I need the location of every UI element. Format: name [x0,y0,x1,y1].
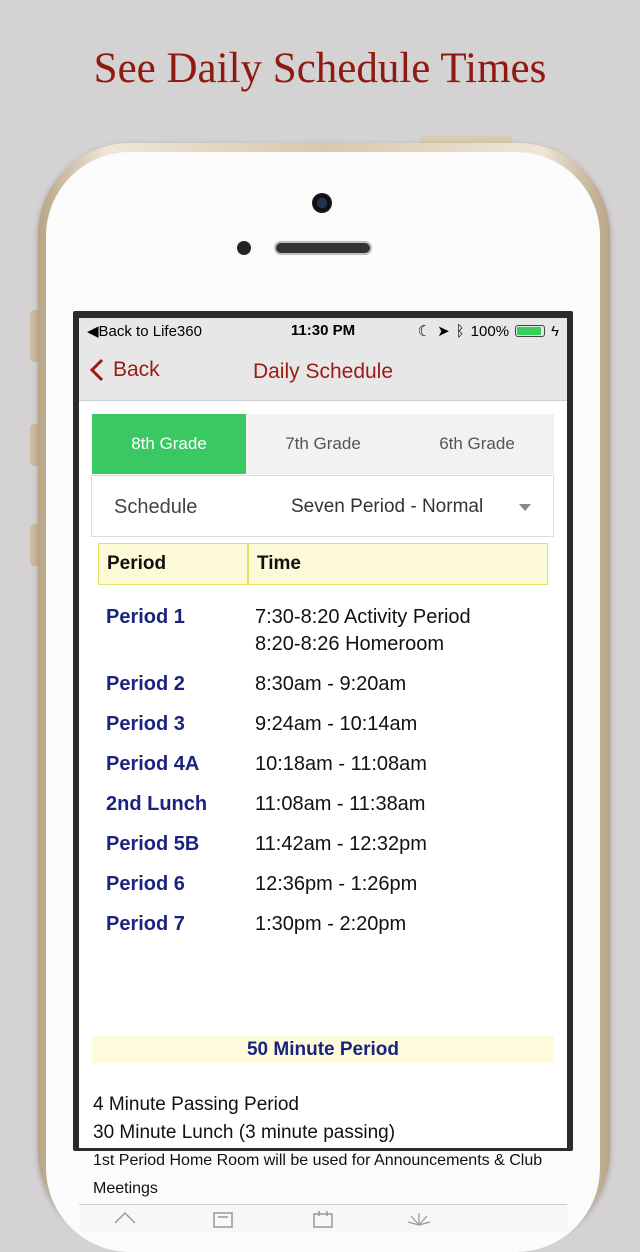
table-row [106,604,546,658]
schedule-notes [93,1091,563,1203]
period-time: 11:08am - 11:38am [255,793,426,815]
left-triangle-icon: ◀ [87,323,99,340]
period-name: 2nd Lunch [106,793,208,815]
header-period: Period [98,543,248,585]
period-name: Period 4A [106,753,200,775]
table-row [106,791,546,818]
period-name: Period 3 [106,713,185,735]
home-icon[interactable] [113,1211,137,1225]
earpiece-speaker [274,241,372,255]
sunburst-icon[interactable] [407,1211,431,1225]
schedule-table [106,604,546,951]
schedule-label: Schedule [114,496,198,518]
tab-7th-grade[interactable]: 7th Grade [285,434,361,453]
back-app-label: Back to Life360 [98,323,202,340]
period-time [255,604,471,658]
table-row [106,671,546,698]
period-name: Period 7 [106,913,185,935]
note-passing: 4 Minute Passing Period [93,1094,299,1115]
moon-icon: ☾ [417,323,432,340]
location-arrow-icon: ➤ [437,323,450,340]
period-time: 10:18am - 11:08am [255,753,427,775]
status-icons [418,322,559,340]
navigation-bar [79,344,567,401]
schedule-select[interactable] [91,475,554,537]
table-row [106,751,546,778]
front-camera [312,193,332,213]
document-icon[interactable] [211,1211,235,1225]
calendar-icon[interactable] [311,1211,335,1225]
battery-percent: 100% [470,322,510,340]
table-row [106,711,546,738]
period-length-banner: 50 Minute Period [92,1036,554,1063]
proximity-sensor [237,241,251,255]
header-time: Time [248,543,548,585]
period-time-line: 7:30-8:20 Activity Period [255,606,471,628]
table-row [106,871,546,898]
chevron-down-icon [519,504,531,511]
headline: See Daily Schedule Times [93,45,547,92]
period-time: 11:42am - 12:32pm [255,833,427,855]
main-content [79,401,567,1197]
period-name: Period 2 [106,673,185,695]
bottom-tab-bar [79,1204,567,1232]
app-screen [79,318,567,1197]
table-row [106,911,546,938]
back-label: Back [113,358,160,381]
grade-tabs [92,414,554,474]
period-time-line: 8:20-8:26 Homeroom [255,633,444,655]
period-name: Period 6 [106,873,185,895]
charging-icon: ϟ [551,322,559,340]
tab-6th-grade[interactable]: 6th Grade [439,434,515,453]
tab-8th-grade[interactable]: 8th Grade [92,414,246,474]
note-lunch: 30 Minute Lunch (3 minute passing) [93,1122,396,1143]
period-name: Period 5B [106,833,200,855]
note-homeroom: 1st Period Home Room will be used for Announcements & Club Meetings [93,1152,543,1197]
page-title: Daily Schedule [252,360,394,383]
period-time: 9:24am - 10:14am [255,713,418,735]
bluetooth-icon: ᛒ [455,322,465,340]
table-row [106,831,546,858]
status-bar [79,318,567,344]
period-time: 8:30am - 9:20am [255,673,407,695]
period-time: 1:30pm - 2:20pm [255,913,407,935]
period-name: Period 1 [106,606,185,628]
period-time: 12:36pm - 1:26pm [255,873,418,895]
table-header [98,543,548,585]
schedule-value: Seven Period - Normal [291,496,484,517]
status-time: 11:30 PM [290,322,356,339]
battery-icon [515,325,545,337]
